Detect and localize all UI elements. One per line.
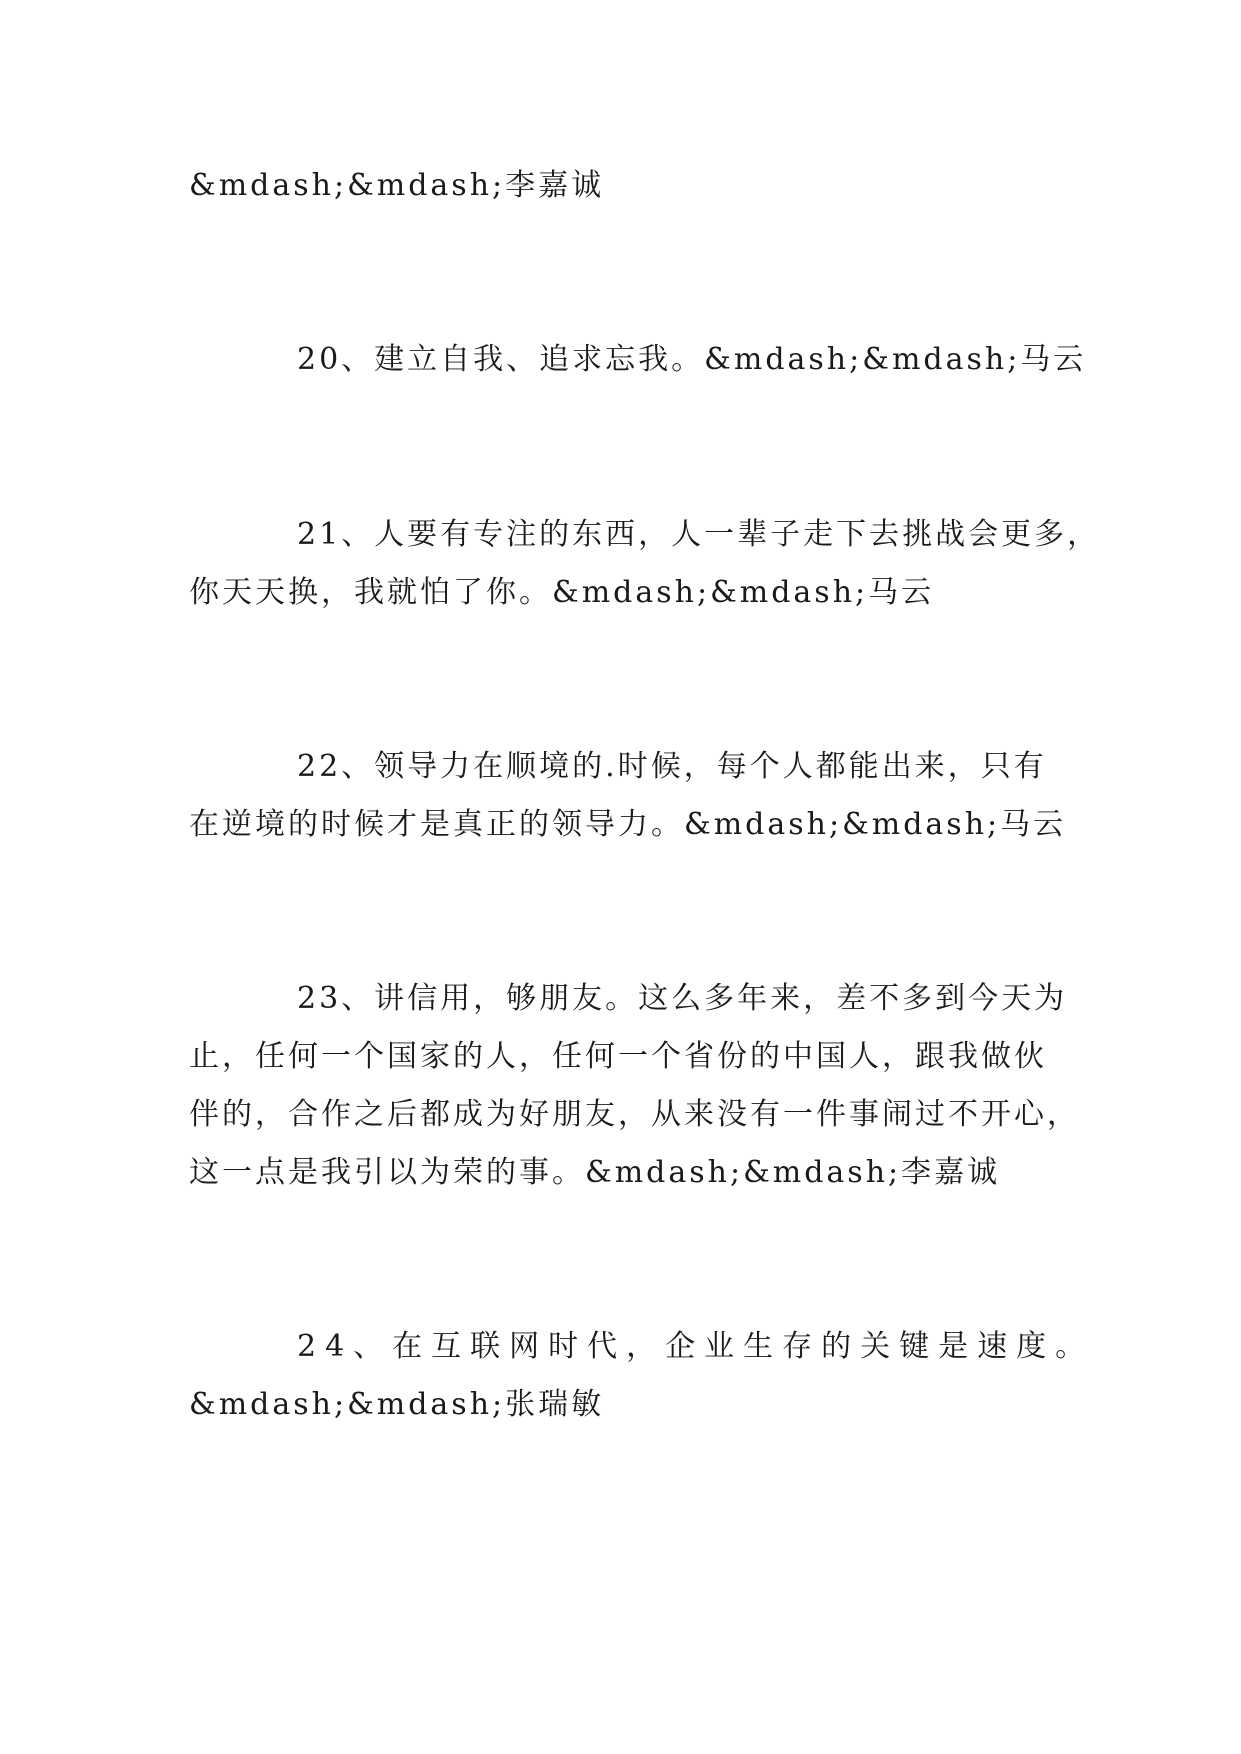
quote-23-line-3: 伴的，合作之后都成为好朋友，从来没有一件事闹过不开心， [189,1097,1080,1132]
quote-21-line-1: 21、人要有专注的东西，人一辈子走下去挑战会更多， [297,517,1101,552]
quote-24-line-2: &mdash;&mdash;张瑞敏 [189,1387,605,1422]
quote-19-attribution: &mdash;&mdash;李嘉诚 [189,168,605,203]
quote-22-line-2: 在逆境的时候才是真正的领导力。&mdash;&mdash;马云 [189,807,1067,842]
quote-22-line-1: 22、领导力在顺境的.时候，每个人都能出来，只有 [297,749,1047,784]
quote-23-line-1: 23、讲信用，够朋友。这么多年来，差不多到今天为 [297,981,1068,1016]
quote-23-line-4: 这一点是我引以为荣的事。&mdash;&mdash;李嘉诚 [189,1155,1001,1190]
quote-24-line-1: 24、在互联网时代，企业生存的关键是速度。 [297,1329,1095,1364]
quote-20: 20、建立自我、追求忘我。&mdash;&mdash;马云 [297,342,1087,377]
quote-23-line-2: 止，任何一个国家的人，任何一个省份的中国人，跟我做伙 [189,1039,1047,1074]
quote-21-line-2: 你天天换，我就怕了你。&mdash;&mdash;马云 [189,575,935,610]
